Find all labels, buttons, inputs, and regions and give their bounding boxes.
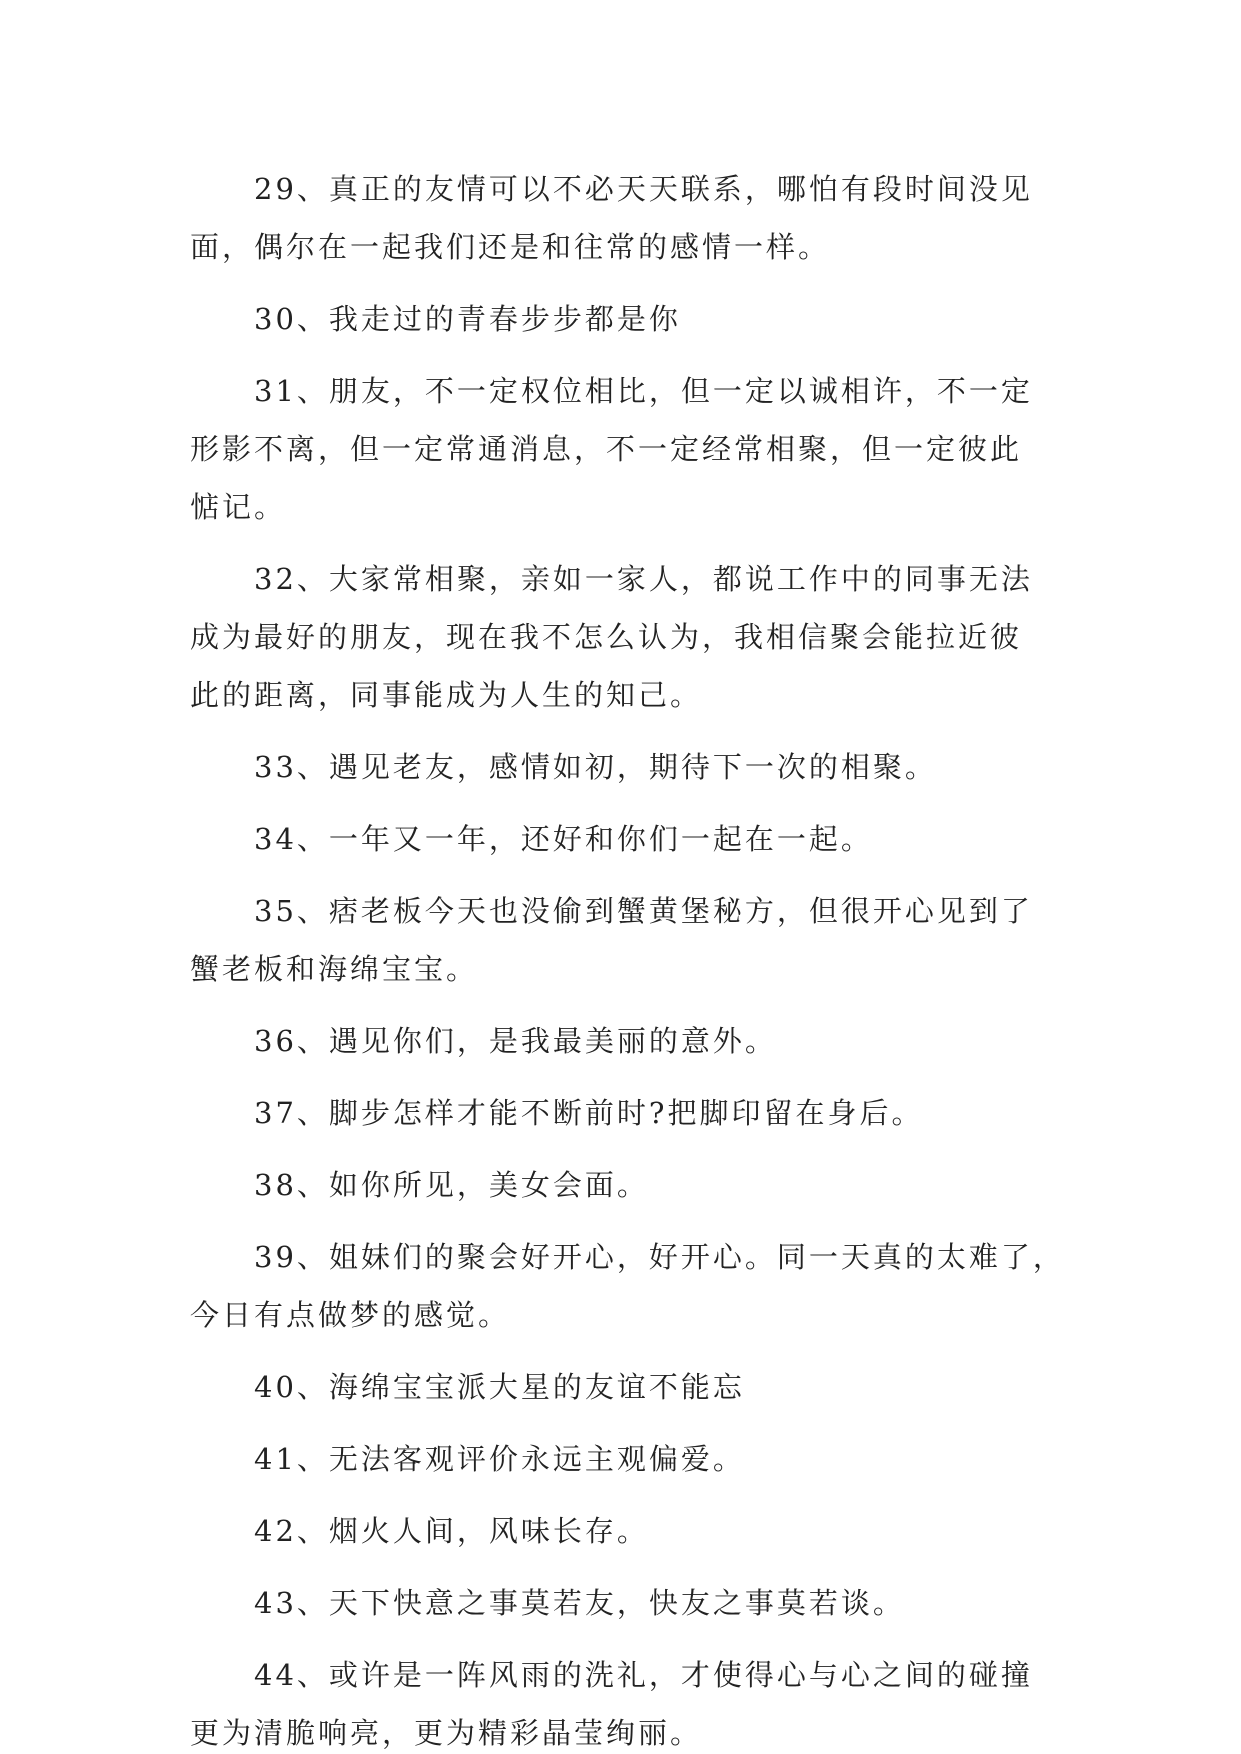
- paragraph-line: 31、朋友，不一定权位相比，但一定以诚相许，不一定: [254, 374, 1033, 408]
- paragraph-40: [190, 1358, 1062, 1416]
- paragraph-34: [190, 810, 1062, 868]
- paragraph-line: 成为最好的朋友，现在我不怎么认为，我相信聚会能拉近彼: [190, 620, 1023, 654]
- paragraph-32: [190, 550, 1062, 724]
- paragraph-line: 38、如你所见，美女会面。: [254, 1168, 649, 1202]
- document-body: [190, 160, 1065, 1754]
- paragraph-36: [190, 1012, 1062, 1070]
- paragraph-line: 29、真正的友情可以不必天天联系，哪怕有段时间没见: [254, 172, 1033, 206]
- paragraph-line: 惦记。: [190, 490, 287, 524]
- paragraph-33: [190, 738, 1062, 796]
- paragraph-line: 35、痞老板今天也没偷到蟹黄堡秘方，但很开心见到了: [254, 894, 1033, 928]
- paragraph-line: 39、姐妹们的聚会好开心，好开心。同一天真的太难了，: [254, 1240, 1065, 1274]
- paragraph-line: 34、一年又一年，还好和你们一起在一起。: [254, 822, 873, 856]
- paragraph-line: 33、遇见老友，感情如初，期待下一次的相聚。: [254, 750, 937, 784]
- paragraph-31: [190, 362, 1062, 536]
- paragraph-line: 形影不离，但一定常通消息，不一定经常相聚，但一定彼此: [190, 432, 1023, 466]
- paragraph-41: [190, 1430, 1062, 1488]
- paragraph-43: [190, 1574, 1062, 1632]
- paragraph-line: 30、我走过的青春步步都是你: [254, 302, 681, 336]
- paragraph-line: 43、天下快意之事莫若友，快友之事莫若谈。: [254, 1586, 905, 1620]
- paragraph-line: 更为清脆响亮，更为精彩晶莹绚丽。: [190, 1716, 703, 1750]
- paragraph-line: 41、无法客观评价永远主观偏爱。: [254, 1442, 745, 1476]
- paragraph-line: 蟹老板和海绵宝宝。: [190, 952, 479, 986]
- paragraph-39: [190, 1228, 1065, 1344]
- paragraph-line: 32、大家常相聚，亲如一家人，都说工作中的同事无法: [254, 562, 1033, 596]
- paragraph-35: [190, 882, 1062, 998]
- paragraph-line: 面，偶尔在一起我们还是和往常的感情一样。: [190, 230, 831, 264]
- paragraph-38: [190, 1156, 1062, 1214]
- paragraph-42: [190, 1502, 1062, 1560]
- paragraph-line: 37、脚步怎样才能不断前时?把脚印留在身后。: [254, 1096, 924, 1130]
- paragraph-29: [190, 160, 1062, 276]
- paragraph-37: [190, 1084, 1062, 1142]
- paragraph-line: 今日有点做梦的感觉。: [190, 1298, 511, 1332]
- paragraph-line: 42、烟火人间，风味长存。: [254, 1514, 649, 1548]
- paragraph-line: 此的距离，同事能成为人生的知己。: [190, 678, 703, 712]
- paragraph-44: [190, 1646, 1062, 1754]
- paragraph-line: 44、或许是一阵风雨的洗礼，才使得心与心之间的碰撞: [254, 1658, 1033, 1692]
- paragraph-line: 36、遇见你们，是我最美丽的意外。: [254, 1024, 777, 1058]
- paragraph-line: 40、海绵宝宝派大星的友谊不能忘: [254, 1370, 745, 1404]
- paragraph-30: [190, 290, 1062, 348]
